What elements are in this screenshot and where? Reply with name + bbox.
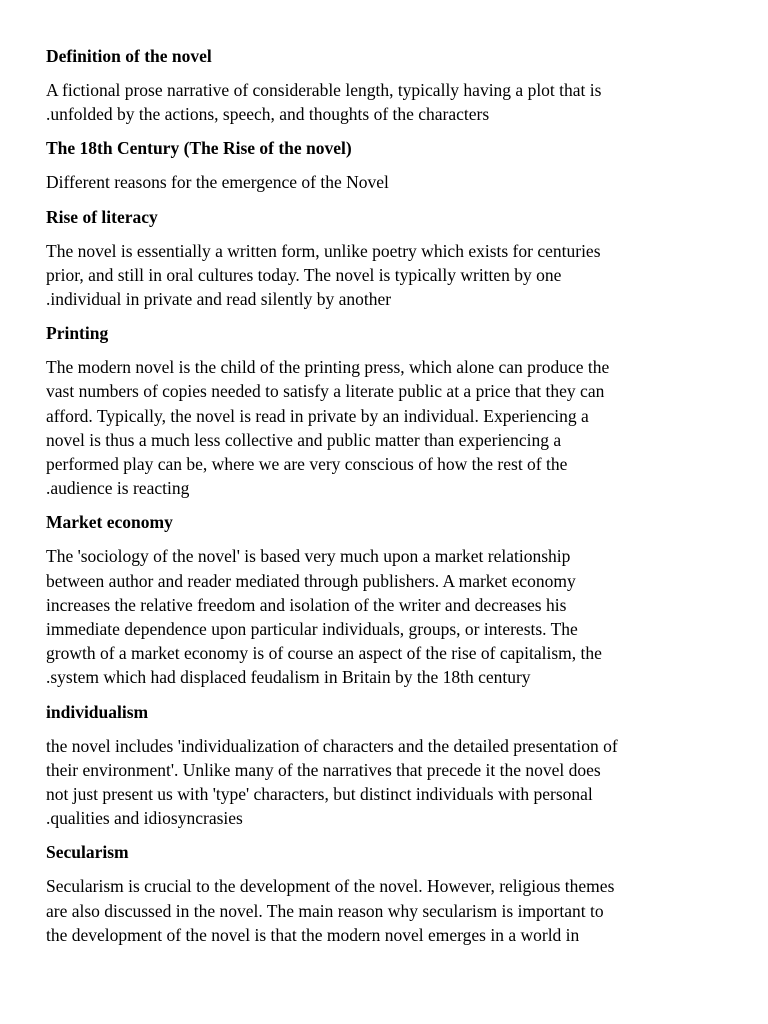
paragraph-line: The novel is essentially a written form, unlike poetry which exists for centuries (46, 240, 601, 261)
section-heading: Rise of literacy (46, 206, 158, 227)
section-heading: individualism (46, 701, 149, 722)
paragraph-line: .individual in private and read silently by another (46, 289, 392, 310)
section-heading: Definition of the novel (46, 46, 212, 66)
paragraph-line: The modern novel is the child of the printing press, which alone can produce the (46, 357, 610, 378)
paragraph-line: .audience is reacting (46, 478, 190, 499)
paragraph-line: the development of the novel is that the modern novel emerges in a world in (46, 924, 580, 945)
paragraph-line: .system which had displaced feudalism in Britain by the 18th century (46, 667, 531, 688)
paragraph-line: The 'sociology of the novel' is based very much upon a market relationship (46, 546, 571, 567)
paragraph-line: A fictional prose narrative of considerable length, typically having a plot that is (46, 80, 602, 100)
paragraph-line: between author and reader mediated through publishers. A market economy (46, 570, 576, 591)
paragraph-line: immediate dependence upon particular individuals, groups, or interests. The (46, 619, 578, 640)
section-paragraph (46, 239, 736, 312)
paragraph-line: not just present us with 'type' characters, but distinct individuals with personal (46, 784, 593, 805)
paragraph-line: vast numbers of copies needed to satisfy a literate public at a price that they can (46, 381, 605, 402)
paragraph-line: their environment'. Unlike many of the narratives that precede it the novel does (46, 759, 601, 780)
paragraph-line: Secularism is crucial to the development of the novel. However, religious themes (46, 876, 615, 897)
section-paragraph (46, 874, 736, 947)
section-heading: Market economy (46, 512, 173, 533)
document-page (46, 44, 736, 947)
section-paragraph (46, 355, 736, 500)
paragraph-line: Different reasons for the emergence of the Novel (46, 172, 389, 193)
section-paragraph (46, 78, 736, 126)
paragraph-line: .qualities and idiosyncrasies (46, 808, 243, 829)
paragraph-line: prior, and still in oral cultures today. The novel is typically written by one (46, 264, 562, 285)
section-paragraph (46, 170, 736, 194)
paragraph-line: novel is thus a much less collective and public matter than experiencing a (46, 429, 562, 450)
section-paragraph (46, 544, 736, 689)
paragraph-line: .unfolded by the actions, speech, and thoughts of the characters (46, 104, 490, 125)
paragraph-line: are also discussed in the novel. The main reason why secularism is important to (46, 900, 604, 921)
section-heading: Printing (46, 323, 109, 344)
paragraph-line: afford. Typically, the novel is read in private by an individual. Experiencing a (46, 405, 589, 426)
section-paragraph (46, 734, 736, 831)
paragraph-line: the novel includes 'individualization of characters and the detailed presentation of (46, 735, 618, 756)
paragraph-line: increases the relative freedom and isolation of the writer and decreases his (46, 594, 567, 615)
section-heading: Secularism (46, 842, 129, 863)
section-heading: The 18th Century (The Rise of the novel) (46, 138, 352, 159)
paragraph-line: growth of a market economy is of course an aspect of the rise of capitalism, the (46, 643, 602, 664)
paragraph-line: performed play can be, where we are very conscious of how the rest of the (46, 454, 568, 475)
